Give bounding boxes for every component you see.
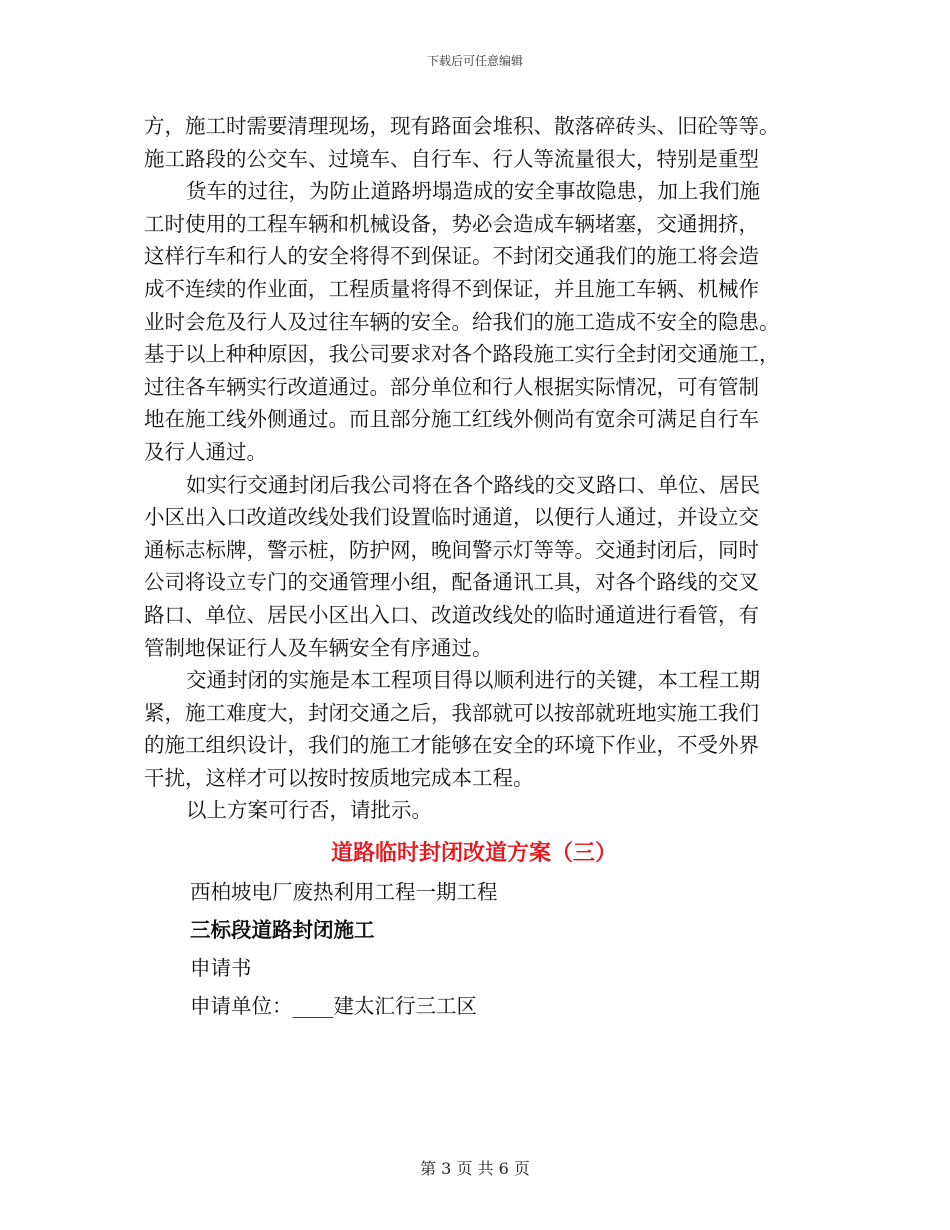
text-line: 工时使用的工程车辆和机械设备，势必会造成车辆堵塞，交通拥挤，: [144, 211, 759, 236]
applicant-unit: 申请单位：____建太汇行三工区: [190, 994, 477, 1019]
text-line: 紧，施工难度大，封闭交通之后，我部就可以按部就班地实施工我们: [144, 700, 759, 725]
text-line: 如实行交通封闭后我公司将在各个路线的交叉路口、单位、居民: [186, 472, 760, 497]
project-subtitle: 三标段道路封闭施工: [190, 918, 375, 943]
project-name: 西柏坡电厂废热利用工程一期工程: [190, 880, 498, 905]
text-line: 公司将设立专门的交通管理小组，配备通讯工具，对各个路线的交叉: [144, 570, 759, 595]
text-line: 地在施工线外侧通过。而且部分施工红线外侧尚有宽余可满足自行车: [144, 407, 759, 432]
section-title: 道路临时封闭改道方案（三）: [330, 840, 617, 867]
page-header: 下载后可任意编辑: [426, 54, 523, 68]
text-line: 施工路段的公交车、过境车、自行车、行人等流量很大，特别是重型: [144, 146, 759, 171]
text-line: 业时会危及行人及过往车辆的安全。给我们的施工造成不安全的隐患。: [144, 309, 780, 334]
text-line: 小区出入口改道改线处我们设置临时通道，以便行人通过，并设立交: [144, 505, 759, 530]
text-line: 干扰，这样才可以按时按质地完成本工程。: [144, 765, 534, 790]
document-type: 申请书: [190, 956, 252, 981]
text-line: 及行人通过。: [144, 439, 267, 464]
text-line: 路口、单位、居民小区出入口、改道改线处的临时通道进行看管，有: [144, 602, 759, 627]
document-body: [144, 110, 804, 1025]
text-line: 过往各车辆实行改道通过。部分单位和行人根据实际情况，可有管制: [144, 374, 759, 399]
text-line: 成不连续的作业面，工程质量将得不到保证，并且施工车辆、机械作: [144, 276, 759, 301]
text-line: 交通封闭的实施是本工程项目得以顺利进行的关键，本工程工期: [186, 668, 760, 693]
text-line: 货车的过往，为防止道路坍塌造成的安全事故隐患，加上我们施: [186, 179, 760, 204]
text-line: 方，施工时需要清理现场，现有路面会堆积、散落碎砖头、旧砼等等。: [144, 114, 780, 138]
text-line: 通标志标牌，警示桩，防护网，晚间警示灯等等。交通封闭后，同时: [144, 537, 759, 562]
text-line: 这样行车和行人的安全将得不到保证。不封闭交通我们的施工将会造: [144, 244, 759, 269]
text-line: 的施工组织设计，我们的施工才能够在安全的环境下作业，不受外界: [144, 733, 759, 758]
page-number: 第 3 页 共 6 页: [420, 1159, 530, 1178]
text-line: 基于以上种种原因，我公司要求对各个路段施工实行全封闭交通施工，: [144, 342, 780, 367]
text-line: 管制地保证行人及车辆安全有序通过。: [144, 635, 493, 660]
text-line: 以上方案可行否，请批示。: [186, 798, 432, 823]
